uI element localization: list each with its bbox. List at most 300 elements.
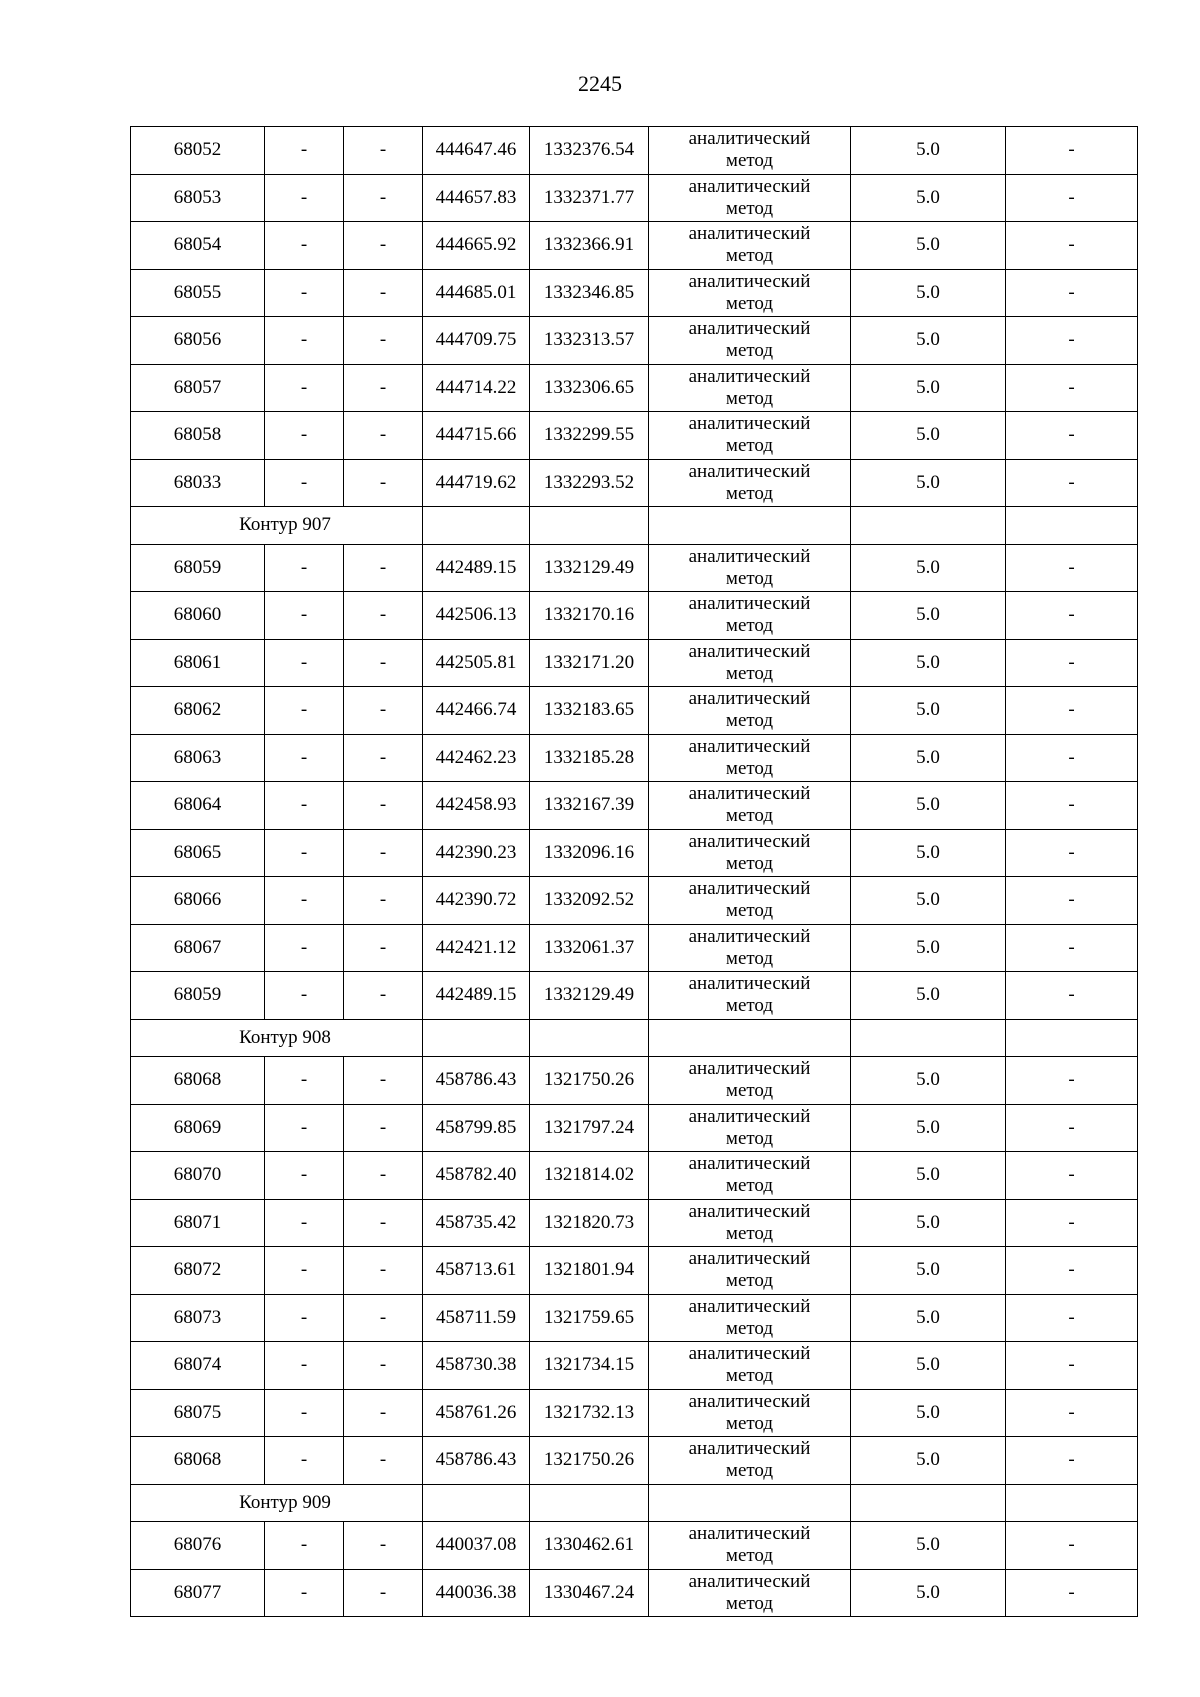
method-line-1: аналитический <box>688 878 811 900</box>
method-line-1: аналитический <box>688 735 811 757</box>
y-coordinate-cell: 1321820.73 <box>530 1199 649 1247</box>
method-cell <box>649 972 851 1020</box>
dash-cell: - <box>344 222 423 270</box>
method-cell <box>649 222 851 270</box>
method-line-2: метод <box>725 245 774 267</box>
accuracy-cell: 5.0 <box>851 734 1006 782</box>
method-line-1: аналитический <box>688 1570 811 1592</box>
table-body <box>131 127 1138 1617</box>
dash-cell: - <box>265 877 344 925</box>
x-coordinate-cell: 458786.43 <box>423 1437 530 1485</box>
method-line-2: метод <box>725 1365 774 1387</box>
y-coordinate-cell: 1321734.15 <box>530 1342 649 1390</box>
empty-cell <box>649 507 851 545</box>
dash-cell: - <box>344 1437 423 1485</box>
method-line-1: аналитический <box>688 593 811 615</box>
accuracy-cell: 5.0 <box>851 269 1006 317</box>
accuracy-cell: 5.0 <box>851 412 1006 460</box>
method-line-1: аналитический <box>688 783 811 805</box>
method-line-2: метод <box>725 567 774 589</box>
dash-cell: - <box>344 1569 423 1617</box>
point-id-cell: 68067 <box>131 924 265 972</box>
dash-cell: - <box>344 269 423 317</box>
method-cell <box>649 269 851 317</box>
accuracy-cell: 5.0 <box>851 1152 1006 1200</box>
dash-cell: - <box>265 782 344 830</box>
table-row <box>131 592 1138 640</box>
note-cell: - <box>1006 459 1138 507</box>
method-cell <box>649 459 851 507</box>
method-cell <box>649 1199 851 1247</box>
note-cell: - <box>1006 687 1138 735</box>
method-line-2: метод <box>725 1317 774 1339</box>
method-cell <box>649 174 851 222</box>
dash-cell: - <box>344 687 423 735</box>
table-row <box>131 1104 1138 1152</box>
x-coordinate-cell: 444714.22 <box>423 364 530 412</box>
accuracy-cell: 5.0 <box>851 1104 1006 1152</box>
table-row <box>131 1437 1138 1485</box>
accuracy-cell: 5.0 <box>851 127 1006 175</box>
x-coordinate-cell: 440037.08 <box>423 1522 530 1570</box>
accuracy-cell: 5.0 <box>851 1294 1006 1342</box>
dash-cell: - <box>344 782 423 830</box>
point-id-cell: 68033 <box>131 459 265 507</box>
dash-cell: - <box>344 639 423 687</box>
x-coordinate-cell: 444647.46 <box>423 127 530 175</box>
dash-cell: - <box>265 1247 344 1295</box>
table-row <box>131 269 1138 317</box>
table-row <box>131 222 1138 270</box>
method-cell <box>649 1152 851 1200</box>
dash-cell: - <box>265 829 344 877</box>
dash-cell: - <box>344 1389 423 1437</box>
note-cell: - <box>1006 734 1138 782</box>
empty-cell <box>851 1484 1006 1522</box>
method-line-1: аналитический <box>688 1153 811 1175</box>
point-id-cell: 68063 <box>131 734 265 782</box>
method-line-2: метод <box>725 995 774 1017</box>
y-coordinate-cell: 1332299.55 <box>530 412 649 460</box>
note-cell: - <box>1006 1569 1138 1617</box>
method-cell <box>649 734 851 782</box>
dash-cell: - <box>265 459 344 507</box>
empty-cell <box>423 507 530 545</box>
dash-cell: - <box>265 174 344 222</box>
y-coordinate-cell: 1332293.52 <box>530 459 649 507</box>
dash-cell: - <box>265 317 344 365</box>
dash-cell: - <box>344 544 423 592</box>
dash-cell: - <box>344 972 423 1020</box>
dash-cell: - <box>344 174 423 222</box>
accuracy-cell: 5.0 <box>851 174 1006 222</box>
point-id-cell: 68071 <box>131 1199 265 1247</box>
x-coordinate-cell: 458782.40 <box>423 1152 530 1200</box>
method-line-1: аналитический <box>688 223 811 245</box>
table-row <box>131 877 1138 925</box>
x-coordinate-cell: 458799.85 <box>423 1104 530 1152</box>
y-coordinate-cell: 1321750.26 <box>530 1057 649 1105</box>
accuracy-cell: 5.0 <box>851 364 1006 412</box>
method-line-1: аналитический <box>688 1523 811 1545</box>
dash-cell: - <box>344 877 423 925</box>
dash-cell: - <box>265 364 344 412</box>
note-cell: - <box>1006 127 1138 175</box>
method-line-2: метод <box>725 852 774 874</box>
method-line-1: аналитический <box>688 1295 811 1317</box>
method-line-2: метод <box>725 482 774 504</box>
y-coordinate-cell: 1332306.65 <box>530 364 649 412</box>
y-coordinate-cell: 1332376.54 <box>530 127 649 175</box>
note-cell: - <box>1006 592 1138 640</box>
accuracy-cell: 5.0 <box>851 877 1006 925</box>
empty-cell <box>649 1484 851 1522</box>
table-row <box>131 364 1138 412</box>
table-row <box>131 972 1138 1020</box>
dash-cell: - <box>344 734 423 782</box>
dash-cell: - <box>265 269 344 317</box>
accuracy-cell: 5.0 <box>851 829 1006 877</box>
y-coordinate-cell: 1332096.16 <box>530 829 649 877</box>
method-line-1: аналитический <box>688 640 811 662</box>
dash-cell: - <box>344 1057 423 1105</box>
method-line-2: метод <box>725 197 774 219</box>
point-id-cell: 68061 <box>131 639 265 687</box>
y-coordinate-cell: 1321801.94 <box>530 1247 649 1295</box>
method-line-2: метод <box>725 805 774 827</box>
note-cell: - <box>1006 1152 1138 1200</box>
accuracy-cell: 5.0 <box>851 1342 1006 1390</box>
table-row <box>131 1199 1138 1247</box>
table-row <box>131 412 1138 460</box>
note-cell: - <box>1006 829 1138 877</box>
point-id-cell: 68055 <box>131 269 265 317</box>
x-coordinate-cell: 442458.93 <box>423 782 530 830</box>
note-cell: - <box>1006 782 1138 830</box>
x-coordinate-cell: 442506.13 <box>423 592 530 640</box>
method-cell <box>649 877 851 925</box>
y-coordinate-cell: 1332092.52 <box>530 877 649 925</box>
table-row <box>131 1152 1138 1200</box>
dash-cell: - <box>265 1294 344 1342</box>
dash-cell: - <box>265 639 344 687</box>
method-line-2: метод <box>725 150 774 172</box>
accuracy-cell: 5.0 <box>851 639 1006 687</box>
dash-cell: - <box>344 1522 423 1570</box>
dash-cell: - <box>265 1152 344 1200</box>
table-row <box>131 174 1138 222</box>
accuracy-cell: 5.0 <box>851 1437 1006 1485</box>
table-row <box>131 127 1138 175</box>
note-cell: - <box>1006 1247 1138 1295</box>
point-id-cell: 68058 <box>131 412 265 460</box>
method-cell <box>649 1104 851 1152</box>
x-coordinate-cell: 444685.01 <box>423 269 530 317</box>
point-id-cell: 68052 <box>131 127 265 175</box>
dash-cell: - <box>265 1389 344 1437</box>
table-row <box>131 829 1138 877</box>
method-line-1: аналитический <box>688 925 811 947</box>
method-cell <box>649 592 851 640</box>
method-cell <box>649 829 851 877</box>
accuracy-cell: 5.0 <box>851 924 1006 972</box>
note-cell: - <box>1006 924 1138 972</box>
y-coordinate-cell: 1332129.49 <box>530 544 649 592</box>
method-line-1: аналитический <box>688 1390 811 1412</box>
method-line-1: аналитический <box>688 545 811 567</box>
dash-cell: - <box>265 412 344 460</box>
dash-cell: - <box>265 972 344 1020</box>
x-coordinate-cell: 444715.66 <box>423 412 530 460</box>
dash-cell: - <box>344 317 423 365</box>
x-coordinate-cell: 458786.43 <box>423 1057 530 1105</box>
note-cell: - <box>1006 972 1138 1020</box>
point-id-cell: 68059 <box>131 972 265 1020</box>
dash-cell: - <box>344 1342 423 1390</box>
empty-cell <box>530 1019 649 1057</box>
dash-cell: - <box>344 829 423 877</box>
point-id-cell: 68053 <box>131 174 265 222</box>
method-line-2: метод <box>725 947 774 969</box>
dash-cell: - <box>265 1342 344 1390</box>
accuracy-cell: 5.0 <box>851 1199 1006 1247</box>
accuracy-cell: 5.0 <box>851 1389 1006 1437</box>
method-line-2: метод <box>725 1222 774 1244</box>
y-coordinate-cell: 1332171.20 <box>530 639 649 687</box>
y-coordinate-cell: 1332366.91 <box>530 222 649 270</box>
method-line-1: аналитический <box>688 1058 811 1080</box>
y-coordinate-cell: 1321732.13 <box>530 1389 649 1437</box>
empty-cell <box>1006 1019 1138 1057</box>
point-id-cell: 68077 <box>131 1569 265 1617</box>
accuracy-cell: 5.0 <box>851 782 1006 830</box>
method-line-1: аналитический <box>688 460 811 482</box>
method-line-2: метод <box>725 340 774 362</box>
coordinates-table <box>130 126 1138 1617</box>
point-id-cell: 68076 <box>131 1522 265 1570</box>
table-row <box>131 1247 1138 1295</box>
y-coordinate-cell: 1321814.02 <box>530 1152 649 1200</box>
x-coordinate-cell: 444719.62 <box>423 459 530 507</box>
x-coordinate-cell: 458761.26 <box>423 1389 530 1437</box>
dash-cell: - <box>265 924 344 972</box>
dash-cell: - <box>344 459 423 507</box>
dash-cell: - <box>265 1569 344 1617</box>
y-coordinate-cell: 1332346.85 <box>530 269 649 317</box>
dash-cell: - <box>344 364 423 412</box>
note-cell: - <box>1006 1199 1138 1247</box>
accuracy-cell: 5.0 <box>851 1569 1006 1617</box>
table-row <box>131 544 1138 592</box>
dash-cell: - <box>265 1522 344 1570</box>
x-coordinate-cell: 442505.81 <box>423 639 530 687</box>
method-cell <box>649 1342 851 1390</box>
method-line-2: метод <box>725 757 774 779</box>
method-line-1: аналитический <box>688 830 811 852</box>
page-number: 2245 <box>578 71 622 96</box>
point-id-cell: 68073 <box>131 1294 265 1342</box>
method-line-1: аналитический <box>688 413 811 435</box>
table-row <box>131 687 1138 735</box>
method-line-2: метод <box>725 1592 774 1614</box>
note-cell: - <box>1006 639 1138 687</box>
dash-cell: - <box>265 1057 344 1105</box>
method-line-2: метод <box>725 900 774 922</box>
dash-cell: - <box>265 1104 344 1152</box>
note-cell: - <box>1006 364 1138 412</box>
dash-cell: - <box>265 734 344 782</box>
y-coordinate-cell: 1332129.49 <box>530 972 649 1020</box>
method-line-1: аналитический <box>688 688 811 710</box>
x-coordinate-cell: 458711.59 <box>423 1294 530 1342</box>
contour-label: Контур 907 <box>131 507 423 545</box>
y-coordinate-cell: 1330467.24 <box>530 1569 649 1617</box>
x-coordinate-cell: 444657.83 <box>423 174 530 222</box>
method-line-2: метод <box>725 710 774 732</box>
empty-cell <box>851 507 1006 545</box>
dash-cell: - <box>344 1294 423 1342</box>
note-cell: - <box>1006 1342 1138 1390</box>
point-id-cell: 68075 <box>131 1389 265 1437</box>
method-line-1: аналитический <box>688 1105 811 1127</box>
dash-cell: - <box>344 924 423 972</box>
method-cell <box>649 1569 851 1617</box>
table-row <box>131 1294 1138 1342</box>
dash-cell: - <box>344 1104 423 1152</box>
y-coordinate-cell: 1321797.24 <box>530 1104 649 1152</box>
point-id-cell: 68060 <box>131 592 265 640</box>
method-cell <box>649 639 851 687</box>
accuracy-cell: 5.0 <box>851 1057 1006 1105</box>
point-id-cell: 68057 <box>131 364 265 412</box>
method-line-1: аналитический <box>688 973 811 995</box>
point-id-cell: 68064 <box>131 782 265 830</box>
table-row <box>131 782 1138 830</box>
contour-header-row <box>131 1484 1138 1522</box>
point-id-cell: 68068 <box>131 1437 265 1485</box>
method-cell <box>649 1389 851 1437</box>
point-id-cell: 68065 <box>131 829 265 877</box>
x-coordinate-cell: 442489.15 <box>423 544 530 592</box>
y-coordinate-cell: 1332371.77 <box>530 174 649 222</box>
method-line-1: аналитический <box>688 270 811 292</box>
method-line-2: метод <box>725 435 774 457</box>
method-line-1: аналитический <box>688 1200 811 1222</box>
x-coordinate-cell: 442489.15 <box>423 972 530 1020</box>
contour-header-row <box>131 507 1138 545</box>
method-line-2: метод <box>725 1270 774 1292</box>
note-cell: - <box>1006 1522 1138 1570</box>
table-row <box>131 1522 1138 1570</box>
contour-header-row <box>131 1019 1138 1057</box>
y-coordinate-cell: 1332170.16 <box>530 592 649 640</box>
point-id-cell: 68072 <box>131 1247 265 1295</box>
method-line-1: аналитический <box>688 1248 811 1270</box>
x-coordinate-cell: 444709.75 <box>423 317 530 365</box>
dash-cell: - <box>344 127 423 175</box>
method-cell <box>649 1522 851 1570</box>
method-line-1: аналитический <box>688 1438 811 1460</box>
x-coordinate-cell: 442466.74 <box>423 687 530 735</box>
method-cell <box>649 317 851 365</box>
note-cell: - <box>1006 222 1138 270</box>
dash-cell: - <box>265 544 344 592</box>
accuracy-cell: 5.0 <box>851 544 1006 592</box>
note-cell: - <box>1006 877 1138 925</box>
y-coordinate-cell: 1330462.61 <box>530 1522 649 1570</box>
contour-label: Контур 908 <box>131 1019 423 1057</box>
empty-cell <box>1006 507 1138 545</box>
method-line-1: аналитический <box>688 128 811 150</box>
dash-cell: - <box>344 1247 423 1295</box>
dash-cell: - <box>344 412 423 460</box>
dash-cell: - <box>265 1437 344 1485</box>
empty-cell <box>1006 1484 1138 1522</box>
table-row <box>131 639 1138 687</box>
note-cell: - <box>1006 544 1138 592</box>
method-cell <box>649 1437 851 1485</box>
method-cell <box>649 1294 851 1342</box>
method-cell <box>649 364 851 412</box>
empty-cell <box>423 1484 530 1522</box>
accuracy-cell: 5.0 <box>851 459 1006 507</box>
method-line-2: метод <box>725 615 774 637</box>
y-coordinate-cell: 1332185.28 <box>530 734 649 782</box>
note-cell: - <box>1006 174 1138 222</box>
dash-cell: - <box>265 687 344 735</box>
point-id-cell: 68062 <box>131 687 265 735</box>
method-cell <box>649 1247 851 1295</box>
x-coordinate-cell: 440036.38 <box>423 1569 530 1617</box>
x-coordinate-cell: 442390.72 <box>423 877 530 925</box>
point-id-cell: 68074 <box>131 1342 265 1390</box>
point-id-cell: 68066 <box>131 877 265 925</box>
method-line-2: метод <box>725 387 774 409</box>
y-coordinate-cell: 1332313.57 <box>530 317 649 365</box>
note-cell: - <box>1006 1104 1138 1152</box>
method-cell <box>649 544 851 592</box>
dash-cell: - <box>265 222 344 270</box>
accuracy-cell: 5.0 <box>851 1522 1006 1570</box>
method-cell <box>649 412 851 460</box>
x-coordinate-cell: 458730.38 <box>423 1342 530 1390</box>
method-cell <box>649 127 851 175</box>
table-row <box>131 1569 1138 1617</box>
empty-cell <box>530 1484 649 1522</box>
method-cell <box>649 1057 851 1105</box>
accuracy-cell: 5.0 <box>851 972 1006 1020</box>
empty-cell <box>530 507 649 545</box>
point-id-cell: 68069 <box>131 1104 265 1152</box>
accuracy-cell: 5.0 <box>851 222 1006 270</box>
table-row <box>131 924 1138 972</box>
method-line-1: аналитический <box>688 1343 811 1365</box>
method-cell <box>649 782 851 830</box>
y-coordinate-cell: 1332061.37 <box>530 924 649 972</box>
table-row <box>131 734 1138 782</box>
x-coordinate-cell: 442462.23 <box>423 734 530 782</box>
note-cell: - <box>1006 1294 1138 1342</box>
method-line-1: аналитический <box>688 175 811 197</box>
method-line-1: аналитический <box>688 365 811 387</box>
y-coordinate-cell: 1321750.26 <box>530 1437 649 1485</box>
note-cell: - <box>1006 1389 1138 1437</box>
empty-cell <box>649 1019 851 1057</box>
x-coordinate-cell: 444665.92 <box>423 222 530 270</box>
table-row <box>131 1057 1138 1105</box>
dash-cell: - <box>344 592 423 640</box>
empty-cell <box>851 1019 1006 1057</box>
